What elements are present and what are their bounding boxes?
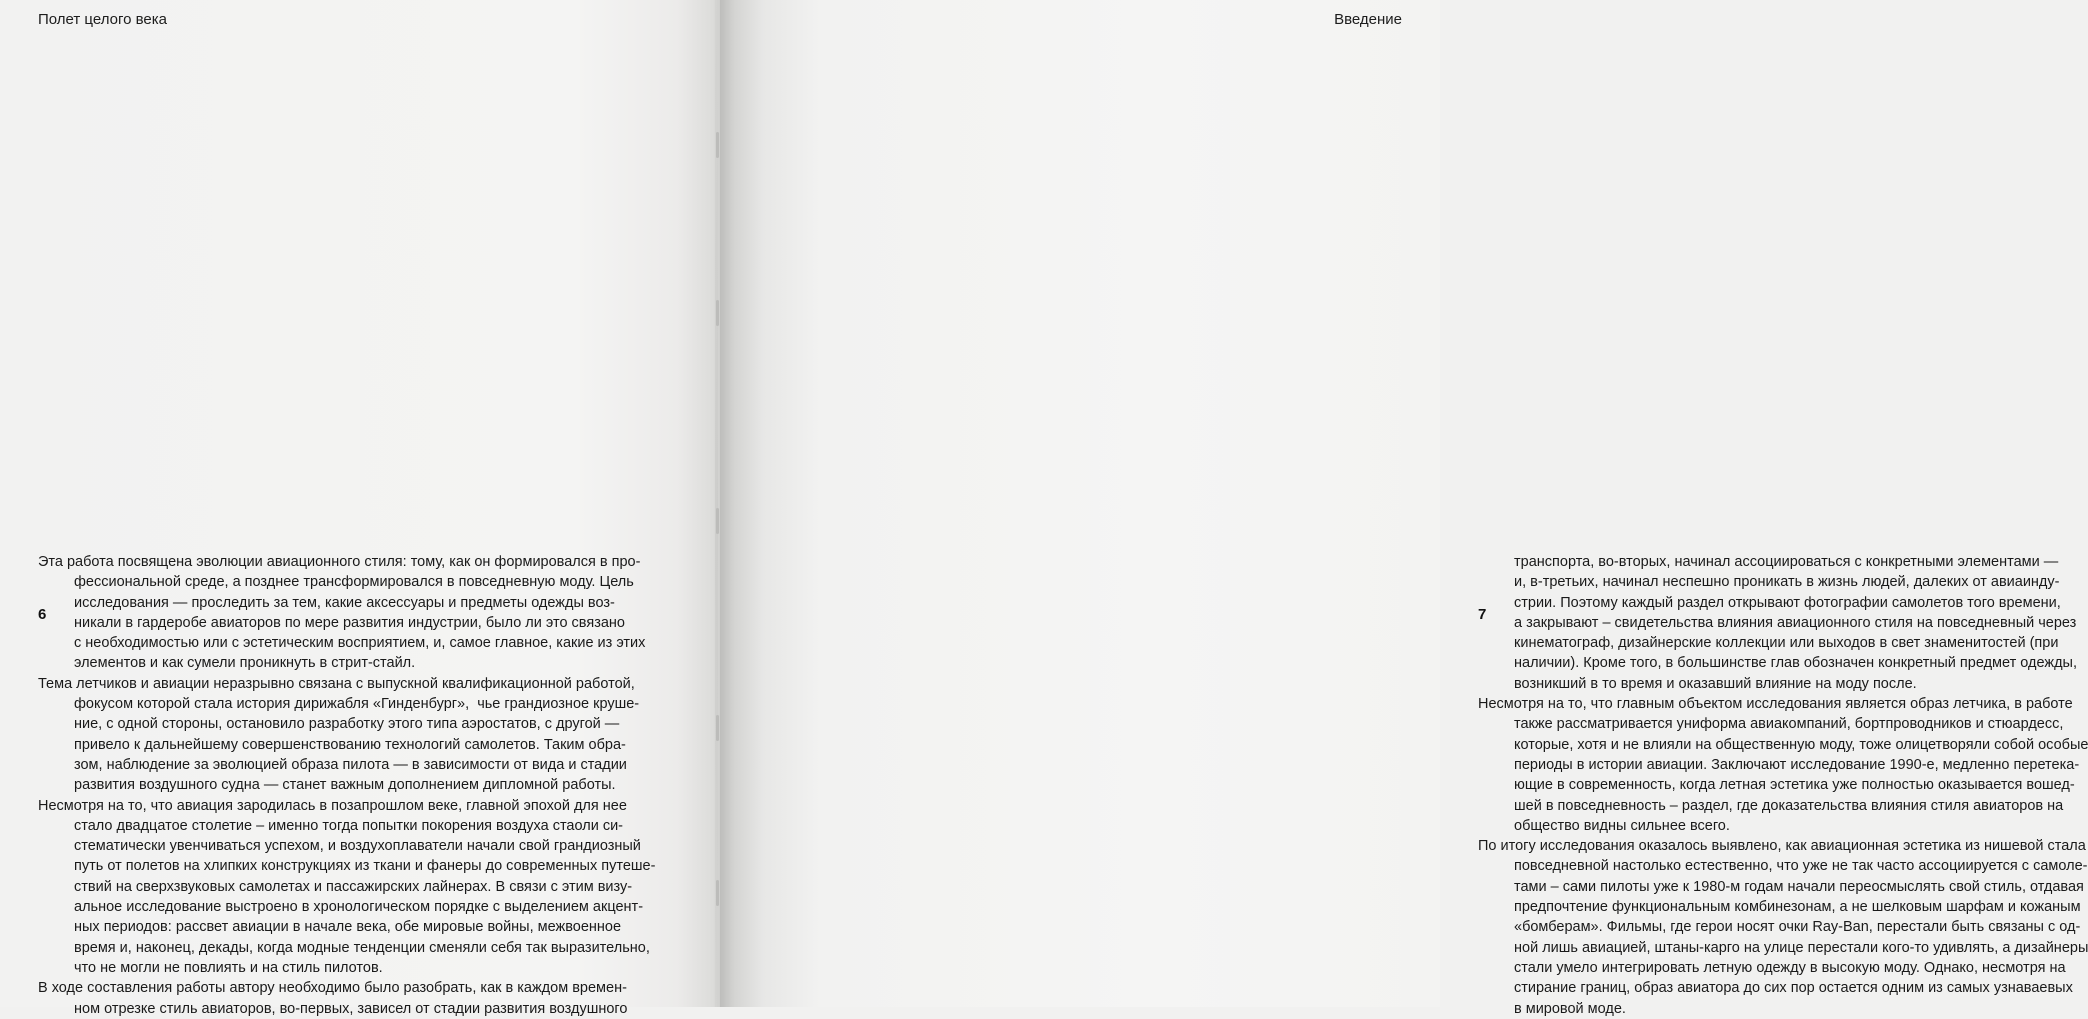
text-line: альное исследование выстроено в хронологическом порядке с выделением акцент- (74, 899, 644, 916)
running-head-left: Полет целого века (38, 11, 167, 28)
text-line: предпочтение функциональным комбинезонам, а не шелковым шарфам и кожаным (1514, 899, 2081, 916)
text-line: кинематограф, дизайнерские коллекции или выходов в свет знаменитостей (при (1514, 635, 2059, 652)
text-line: зом, наблюдение за эволюцией образа пилота — в зависимости от вида и стадии (74, 756, 627, 773)
text-line: повседневной настолько естественно, что уже не так часто ассоциируется с самоле- (1514, 858, 2088, 875)
binding-stitch (716, 300, 719, 326)
text-line: возникший в то время и оказавший влияние на моду после. (1514, 675, 1917, 692)
text-line: фокусом которой стала история дирижабля «Гинденбург», чье грандиозное круше- (74, 696, 640, 713)
text-line: По итогу исследования оказалось выявлено, как авиационная эстетика из нишевой стала (1478, 838, 2086, 855)
page-number-right: 7 (1478, 606, 1487, 623)
body-text-left (38, 552, 655, 1019)
text-line: развития воздушного судна — станет важным дополнением дипломной работы. (74, 777, 616, 794)
text-line: наличии). Кроме того, в большинстве глав обозначен конкретный предмет одежды, (1514, 655, 2077, 672)
left-page (0, 0, 720, 1017)
text-line: ющие в современность, когда летная эстетика уже полностью оказывается вошед- (1514, 777, 2075, 794)
text-line: периоды в истории авиации. Заключают исследование 1990-е, медленно перетека- (1514, 756, 2080, 773)
text-line: общество видны сильнее всего. (1514, 817, 1730, 834)
text-line: фессиональной среде, а позднее трансформировался в повседневную моду. Цель (74, 574, 634, 591)
text-line: никали в гардеробе авиаторов по мере развития индустрии, было ли это связано (74, 614, 625, 631)
text-line: Несмотря на то, что авиация зародилась в позапрошлом веке, главной эпохой для нее (38, 797, 627, 814)
text-line: время и, наконец, декады, когда модные тенденции сменяли себя так выразительно, (74, 939, 650, 956)
text-line: стирание границ, образ авиатора до сих пор остается одним из самых узнаваевых (1514, 980, 2073, 997)
text-line: В ходе составления работы автору необходимо было разобрать, как в каждом времен- (38, 980, 627, 997)
text-line: Тема летчиков и авиации неразрывно связана с выпускной квалификационной работой, (38, 675, 635, 692)
text-line: и, в-третьих, начинал неспешно проникать в жизнь людей, далеких от авиаинду- (1514, 574, 2060, 591)
text-line: ствий на сверхзвуковых самолетах и пассажирских лайнерах. В связи с этим визу- (74, 878, 633, 895)
binding-stitch (716, 132, 719, 158)
text-line: в мировой моде. (1514, 1000, 1626, 1017)
binding-stitch (716, 880, 719, 906)
text-line: транспорта, во-вторых, начинал ассоциироваться с конкретными элементами — (1514, 554, 2059, 570)
text-line: шей в повседневность – раздел, где доказательства влияния стиля авиаторов на (1514, 797, 2064, 814)
text-line: привело к дальнейшему совершенствованию технологий самолетов. Таким обра- (74, 736, 626, 753)
text-line: тами – сами пилоты уже к 1980-м годам начали переосмыслять свой стиль, отдавая (1514, 878, 2084, 895)
text-line: «бомберам». Фильмы, где герои носят очки Ray-Ban, перестали быть связаны с од- (1514, 919, 2081, 936)
page-number-left: 6 (38, 606, 47, 623)
text-line: ние, с одной стороны, остановило разработку этого типа аэростатов, с другой — (74, 716, 620, 733)
text-line: стематически увенчиваться успехом, и воздухоплаватели начали свой грандиозный (74, 838, 641, 855)
text-line: стрии. Поэтому каждый раздел открывают фотографии самолетов того времени, (1514, 594, 2061, 611)
text-line: стали умело интегрировать летную одежду в высокую моду. Однако, несмотря на (1514, 959, 2066, 976)
text-line: ных периодов: рассвет авиации в начале века, обе мировые войны, межвоенное (74, 919, 622, 936)
right-page (720, 0, 2088, 1017)
text-line: путь от полетов на хлипких конструкциях из ткани и фанеры до современных путеше- (74, 858, 656, 875)
running-head-right: Введение (1334, 11, 1402, 28)
text-line: стало двадцатое столетие – именно тогда попытки покорения воздуха стаоли си- (74, 817, 624, 834)
text-line: ном отрезке стиль авиаторов, во-первых, зависел от стадии развития воздушного (74, 1000, 628, 1017)
text-line: что не могли не повлиять и на стиль пилотов. (74, 959, 383, 976)
text-line: элементов и как сумели проникнуть в стрит-стайл. (74, 655, 416, 672)
binding-stitch (716, 508, 719, 534)
text-line: также рассматривается униформа авиакомпаний, бортпроводников и стюардесс, (1514, 716, 2064, 733)
text-line: с необходимостью или с эстетическим восприятием, и, самое главное, какие из этих (74, 635, 646, 652)
text-line: которые, хотя и не влияли на общественную моду, тоже олицетворяли собой особые (1514, 736, 2088, 753)
text-line: а закрывают – свидетельства влияния авиационного стиля на повседневный через (1514, 614, 2077, 631)
text-line: Несмотря на то, что главным объектом исследования является образ летчика, в работе (1478, 696, 2073, 713)
text-line: исследования — проследить за тем, какие аксессуары и предметы одежды воз- (74, 594, 615, 611)
text-line: Эта работа посвящена эволюции авиационного стиля: тому, как он формировался в про- (38, 554, 641, 570)
body-text-right (1478, 552, 2088, 1019)
binding-stitch (716, 715, 719, 741)
text-line: ной лишь авиацией, штаны-карго на улице перестали кого-то удивлять, а дизайнеры (1514, 939, 2088, 956)
